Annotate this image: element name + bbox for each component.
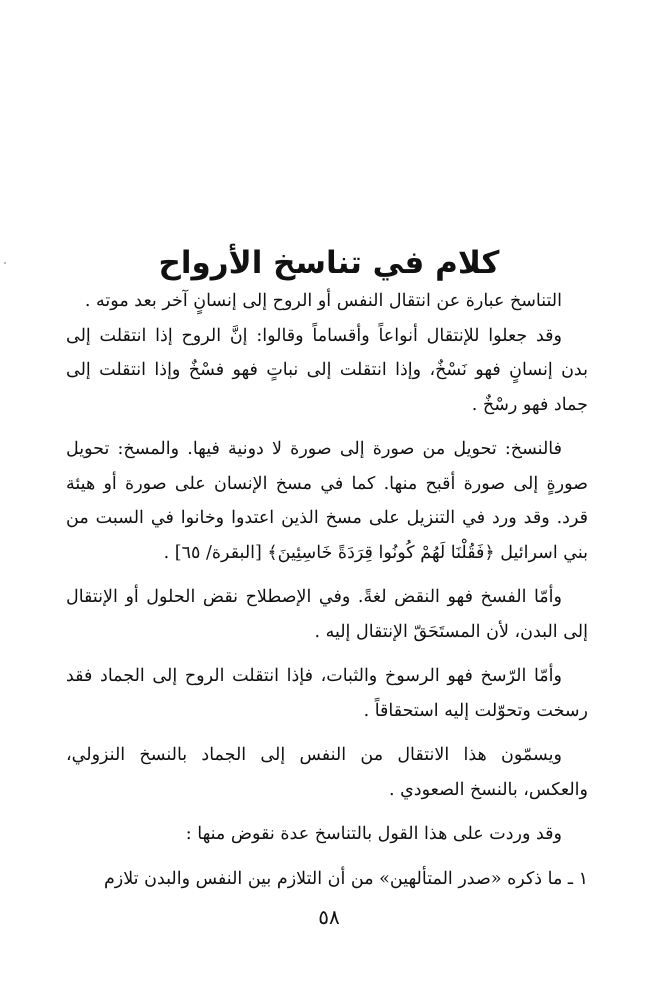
page-number: ٥٨ bbox=[318, 905, 340, 929]
paragraph-raskh: وأمّا الرّسخ فهو الرسوخ والثبات، فإذا انتقلت الروح إلى الجماد فقد رسخت وتحوّلت إليه استحقاقاً . bbox=[66, 666, 588, 721]
chapter-title: كلام في تناسخ الأرواح bbox=[158, 244, 500, 281]
paragraph-types: وقد جعلوا للإنتقال أنواعاً وأقساماً وقالوا: إنَّ الروح إذا انتقلت إلى بدن إنسانٍ فهو نَسْخٌ، وإذا انتقلت إلى نباتٍ فهو فسْخٌ وإذا انتقلت إلى جماد فهو رسْخٌ . bbox=[66, 325, 588, 415]
paragraph-definition: التناسخ عبارة عن انتقال النفس أو الروح إلى إنسانٍ آخر بعد موته . bbox=[84, 291, 562, 311]
paragraph-naming: ويسمّون هذا الانتقال من النفس إلى الجماد بالنسخ النزولي، والعكس، بالنسخ الصعودي . bbox=[66, 745, 588, 800]
paragraph-faskh: وأمّا الفسخ فهو النقض لغةً. وفي الإصطلاح نقض الحلول أو الإنتقال إلى البدن، لأن المستَحَقّ الإنتقال إليه . bbox=[66, 587, 588, 642]
body-text bbox=[66, 284, 588, 896]
paragraph-objections-intro: وقد وردت على هذا القول بالتناسخ عدة نقوض منها : bbox=[185, 824, 562, 844]
margin-mark bbox=[4, 262, 6, 264]
paragraph-objection-1: ١ ـ ما ذكره «صدر المتألهين» من أن التلازم بين النفس والبدن تلازم bbox=[103, 868, 588, 889]
paragraph-naskh-maskh: فالنسخ: تحويل من صورة إلى صورة لا دونية فيها. والمسخ: تحويل صورةٍ إلى صورة أقبح منها. كما في مسخ الإنسان على صورة أو هيئة قرد. وقد ورد في التنزيل على مسخ الذين اعتدوا وخانوا في السبت من بني اسرائيل ﴿فَقُلْنَا لَهُمْ كُونُوا قِرَدَةً خَاسِئِينَ﴾ [البقرة/ ٦٥] . bbox=[66, 439, 588, 563]
